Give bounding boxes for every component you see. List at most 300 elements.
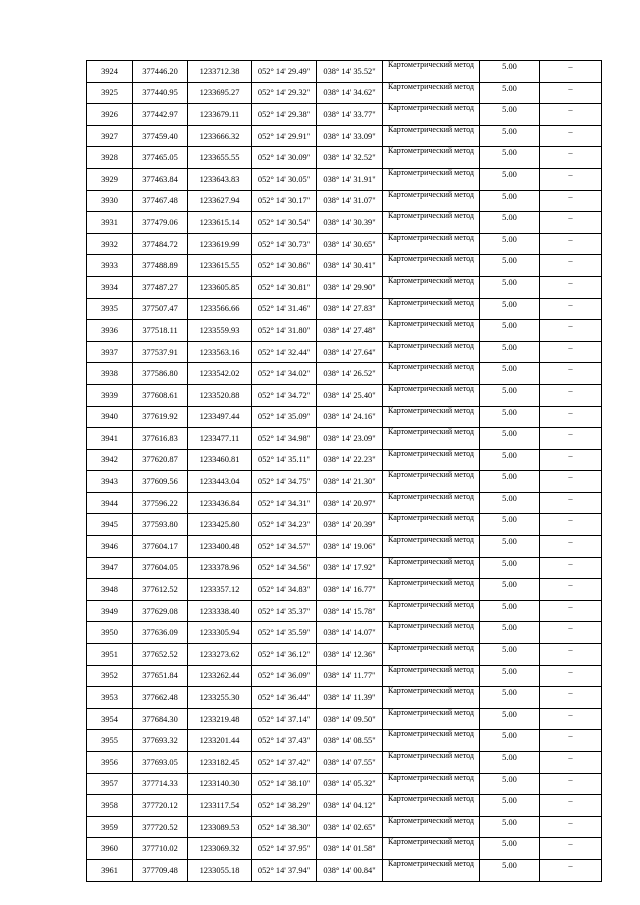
longitude-cell: 038° 14' 11.77" bbox=[317, 665, 383, 687]
x-coordinate-cell: 377442.97 bbox=[133, 104, 188, 126]
latitude-cell: 052° 14' 29.38" bbox=[252, 104, 317, 126]
longitude-cell: 038° 14' 21.30" bbox=[317, 471, 383, 493]
point-number-cell: 3925 bbox=[87, 82, 133, 104]
longitude-cell: 038° 14' 27.83" bbox=[317, 298, 383, 320]
method-cell: Картометрический метод bbox=[383, 708, 480, 730]
point-number-cell: 3924 bbox=[87, 61, 133, 83]
x-coordinate-cell: 377593.80 bbox=[133, 514, 188, 536]
point-number-cell: 3930 bbox=[87, 190, 133, 212]
y-coordinate-cell: 1233443.04 bbox=[188, 471, 252, 493]
point-number-cell: 3941 bbox=[87, 428, 133, 450]
latitude-cell: 052° 14' 34.02" bbox=[252, 363, 317, 385]
latitude-cell: 052° 14' 36.09" bbox=[252, 665, 317, 687]
note-cell: – bbox=[540, 298, 602, 320]
latitude-cell: 052° 14' 32.44" bbox=[252, 341, 317, 363]
point-number-cell: 3944 bbox=[87, 492, 133, 514]
latitude-cell: 052° 14' 37.14" bbox=[252, 708, 317, 730]
table-row bbox=[87, 514, 602, 536]
accuracy-cell: 5.00 bbox=[480, 168, 540, 190]
table-row bbox=[87, 104, 602, 126]
method-cell: Картометрический метод bbox=[383, 104, 480, 126]
method-cell: Картометрический метод bbox=[383, 147, 480, 169]
point-number-cell: 3956 bbox=[87, 752, 133, 774]
y-coordinate-cell: 1233627.94 bbox=[188, 190, 252, 212]
table-row bbox=[87, 752, 602, 774]
x-coordinate-cell: 377507.47 bbox=[133, 298, 188, 320]
note-cell: – bbox=[540, 255, 602, 277]
latitude-cell: 052° 14' 35.11" bbox=[252, 449, 317, 471]
y-coordinate-cell: 1233201.44 bbox=[188, 730, 252, 752]
x-coordinate-cell: 377710.02 bbox=[133, 838, 188, 860]
point-number-cell: 3940 bbox=[87, 406, 133, 428]
x-coordinate-cell: 377620.87 bbox=[133, 449, 188, 471]
latitude-cell: 052° 14' 36.44" bbox=[252, 687, 317, 709]
accuracy-cell: 5.00 bbox=[480, 104, 540, 126]
x-coordinate-cell: 377586.80 bbox=[133, 363, 188, 385]
method-cell: Картометрический метод bbox=[383, 233, 480, 255]
method-cell: Картометрический метод bbox=[383, 428, 480, 450]
table-row bbox=[87, 492, 602, 514]
accuracy-cell: 5.00 bbox=[480, 233, 540, 255]
latitude-cell: 052° 14' 31.80" bbox=[252, 320, 317, 342]
point-number-cell: 3936 bbox=[87, 320, 133, 342]
point-number-cell: 3948 bbox=[87, 579, 133, 601]
point-number-cell: 3933 bbox=[87, 255, 133, 277]
longitude-cell: 038° 14' 00.84" bbox=[317, 859, 383, 881]
longitude-cell: 038° 14' 17.92" bbox=[317, 557, 383, 579]
table-row bbox=[87, 665, 602, 687]
method-cell: Картометрический метод bbox=[383, 773, 480, 795]
table-row bbox=[87, 536, 602, 558]
latitude-cell: 052° 14' 34.83" bbox=[252, 579, 317, 601]
y-coordinate-cell: 1233305.94 bbox=[188, 622, 252, 644]
x-coordinate-cell: 377604.05 bbox=[133, 557, 188, 579]
x-coordinate-cell: 377467.48 bbox=[133, 190, 188, 212]
point-number-cell: 3931 bbox=[87, 212, 133, 234]
note-cell: – bbox=[540, 687, 602, 709]
point-number-cell: 3951 bbox=[87, 644, 133, 666]
method-cell: Картометрический метод bbox=[383, 536, 480, 558]
y-coordinate-cell: 1233117.54 bbox=[188, 795, 252, 817]
method-cell: Картометрический метод bbox=[383, 298, 480, 320]
method-cell: Картометрический метод bbox=[383, 168, 480, 190]
y-coordinate-cell: 1233655.55 bbox=[188, 147, 252, 169]
table-row bbox=[87, 384, 602, 406]
longitude-cell: 038° 14' 35.52" bbox=[317, 61, 383, 83]
table-row bbox=[87, 212, 602, 234]
latitude-cell: 052° 14' 35.09" bbox=[252, 406, 317, 428]
longitude-cell: 038° 14' 34.62" bbox=[317, 82, 383, 104]
accuracy-cell: 5.00 bbox=[480, 536, 540, 558]
accuracy-cell: 5.00 bbox=[480, 644, 540, 666]
y-coordinate-cell: 1233566.66 bbox=[188, 298, 252, 320]
table-row bbox=[87, 708, 602, 730]
longitude-cell: 038° 14' 09.50" bbox=[317, 708, 383, 730]
point-number-cell: 3929 bbox=[87, 168, 133, 190]
method-cell: Картометрический метод bbox=[383, 859, 480, 881]
coordinates-table bbox=[86, 60, 602, 882]
y-coordinate-cell: 1233262.44 bbox=[188, 665, 252, 687]
y-coordinate-cell: 1233055.18 bbox=[188, 859, 252, 881]
longitude-cell: 038° 14' 20.97" bbox=[317, 492, 383, 514]
note-cell: – bbox=[540, 708, 602, 730]
method-cell: Картометрический метод bbox=[383, 406, 480, 428]
point-number-cell: 3949 bbox=[87, 600, 133, 622]
y-coordinate-cell: 1233615.14 bbox=[188, 212, 252, 234]
table-row bbox=[87, 579, 602, 601]
latitude-cell: 052° 14' 38.30" bbox=[252, 816, 317, 838]
point-number-cell: 3950 bbox=[87, 622, 133, 644]
longitude-cell: 038° 14' 01.58" bbox=[317, 838, 383, 860]
accuracy-cell: 5.00 bbox=[480, 125, 540, 147]
latitude-cell: 052° 14' 34.57" bbox=[252, 536, 317, 558]
note-cell: – bbox=[540, 341, 602, 363]
accuracy-cell: 5.00 bbox=[480, 255, 540, 277]
longitude-cell: 038° 14' 11.39" bbox=[317, 687, 383, 709]
table-row bbox=[87, 687, 602, 709]
point-number-cell: 3961 bbox=[87, 859, 133, 881]
y-coordinate-cell: 1233069.32 bbox=[188, 838, 252, 860]
accuracy-cell: 5.00 bbox=[480, 859, 540, 881]
method-cell: Картометрический метод bbox=[383, 838, 480, 860]
y-coordinate-cell: 1233643.83 bbox=[188, 168, 252, 190]
x-coordinate-cell: 377709.48 bbox=[133, 859, 188, 881]
accuracy-cell: 5.00 bbox=[480, 212, 540, 234]
table-row bbox=[87, 276, 602, 298]
note-cell: – bbox=[540, 773, 602, 795]
accuracy-cell: 5.00 bbox=[480, 449, 540, 471]
y-coordinate-cell: 1233460.81 bbox=[188, 449, 252, 471]
table-row bbox=[87, 147, 602, 169]
x-coordinate-cell: 377619.92 bbox=[133, 406, 188, 428]
accuracy-cell: 5.00 bbox=[480, 557, 540, 579]
note-cell: – bbox=[540, 665, 602, 687]
note-cell: – bbox=[540, 104, 602, 126]
x-coordinate-cell: 377537.91 bbox=[133, 341, 188, 363]
x-coordinate-cell: 377484.72 bbox=[133, 233, 188, 255]
method-cell: Картометрический метод bbox=[383, 492, 480, 514]
y-coordinate-cell: 1233695.27 bbox=[188, 82, 252, 104]
longitude-cell: 038° 14' 26.52" bbox=[317, 363, 383, 385]
accuracy-cell: 5.00 bbox=[480, 406, 540, 428]
accuracy-cell: 5.00 bbox=[480, 730, 540, 752]
note-cell: – bbox=[540, 125, 602, 147]
x-coordinate-cell: 377488.89 bbox=[133, 255, 188, 277]
note-cell: – bbox=[540, 730, 602, 752]
note-cell: – bbox=[540, 536, 602, 558]
latitude-cell: 052° 14' 29.49" bbox=[252, 61, 317, 83]
point-number-cell: 3952 bbox=[87, 665, 133, 687]
longitude-cell: 038° 14' 05.32" bbox=[317, 773, 383, 795]
method-cell: Картометрический метод bbox=[383, 320, 480, 342]
longitude-cell: 038° 14' 19.06" bbox=[317, 536, 383, 558]
accuracy-cell: 5.00 bbox=[480, 752, 540, 774]
accuracy-cell: 5.00 bbox=[480, 298, 540, 320]
y-coordinate-cell: 1233436.84 bbox=[188, 492, 252, 514]
table-row bbox=[87, 838, 602, 860]
table-row bbox=[87, 773, 602, 795]
longitude-cell: 038° 14' 30.65" bbox=[317, 233, 383, 255]
note-cell: – bbox=[540, 82, 602, 104]
point-number-cell: 3934 bbox=[87, 276, 133, 298]
table-row bbox=[87, 449, 602, 471]
accuracy-cell: 5.00 bbox=[480, 773, 540, 795]
table-row bbox=[87, 795, 602, 817]
longitude-cell: 038° 14' 15.78" bbox=[317, 600, 383, 622]
point-number-cell: 3939 bbox=[87, 384, 133, 406]
note-cell: – bbox=[540, 795, 602, 817]
y-coordinate-cell: 1233619.99 bbox=[188, 233, 252, 255]
method-cell: Картометрический метод bbox=[383, 687, 480, 709]
longitude-cell: 038° 14' 16.77" bbox=[317, 579, 383, 601]
point-number-cell: 3957 bbox=[87, 773, 133, 795]
y-coordinate-cell: 1233605.85 bbox=[188, 276, 252, 298]
point-number-cell: 3927 bbox=[87, 125, 133, 147]
table-row bbox=[87, 168, 602, 190]
x-coordinate-cell: 377651.84 bbox=[133, 665, 188, 687]
latitude-cell: 052° 14' 36.12" bbox=[252, 644, 317, 666]
accuracy-cell: 5.00 bbox=[480, 492, 540, 514]
longitude-cell: 038° 14' 33.09" bbox=[317, 125, 383, 147]
y-coordinate-cell: 1233357.12 bbox=[188, 579, 252, 601]
latitude-cell: 052° 14' 30.05" bbox=[252, 168, 317, 190]
note-cell: – bbox=[540, 276, 602, 298]
note-cell: – bbox=[540, 147, 602, 169]
longitude-cell: 038° 14' 22.23" bbox=[317, 449, 383, 471]
method-cell: Картометрический метод bbox=[383, 61, 480, 83]
y-coordinate-cell: 1233679.11 bbox=[188, 104, 252, 126]
table-row bbox=[87, 255, 602, 277]
method-cell: Картометрический метод bbox=[383, 384, 480, 406]
y-coordinate-cell: 1233140.30 bbox=[188, 773, 252, 795]
point-number-cell: 3946 bbox=[87, 536, 133, 558]
note-cell: – bbox=[540, 579, 602, 601]
y-coordinate-cell: 1233338.40 bbox=[188, 600, 252, 622]
y-coordinate-cell: 1233497.44 bbox=[188, 406, 252, 428]
point-number-cell: 3945 bbox=[87, 514, 133, 536]
table-row bbox=[87, 320, 602, 342]
table-row bbox=[87, 363, 602, 385]
note-cell: – bbox=[540, 752, 602, 774]
latitude-cell: 052° 14' 34.31" bbox=[252, 492, 317, 514]
method-cell: Картометрический метод bbox=[383, 579, 480, 601]
x-coordinate-cell: 377609.56 bbox=[133, 471, 188, 493]
note-cell: – bbox=[540, 212, 602, 234]
table-row bbox=[87, 471, 602, 493]
x-coordinate-cell: 377518.11 bbox=[133, 320, 188, 342]
point-number-cell: 3943 bbox=[87, 471, 133, 493]
latitude-cell: 052° 14' 31.46" bbox=[252, 298, 317, 320]
method-cell: Картометрический метод bbox=[383, 816, 480, 838]
y-coordinate-cell: 1233615.55 bbox=[188, 255, 252, 277]
accuracy-cell: 5.00 bbox=[480, 320, 540, 342]
y-coordinate-cell: 1233273.62 bbox=[188, 644, 252, 666]
y-coordinate-cell: 1233378.96 bbox=[188, 557, 252, 579]
longitude-cell: 038° 14' 27.64" bbox=[317, 341, 383, 363]
table-row bbox=[87, 233, 602, 255]
latitude-cell: 052° 14' 30.09" bbox=[252, 147, 317, 169]
point-number-cell: 3959 bbox=[87, 816, 133, 838]
x-coordinate-cell: 377720.52 bbox=[133, 816, 188, 838]
table-row bbox=[87, 730, 602, 752]
table-row bbox=[87, 82, 602, 104]
x-coordinate-cell: 377636.09 bbox=[133, 622, 188, 644]
method-cell: Картометрический метод bbox=[383, 276, 480, 298]
y-coordinate-cell: 1233563.16 bbox=[188, 341, 252, 363]
x-coordinate-cell: 377596.22 bbox=[133, 492, 188, 514]
latitude-cell: 052° 14' 35.37" bbox=[252, 600, 317, 622]
point-number-cell: 3955 bbox=[87, 730, 133, 752]
accuracy-cell: 5.00 bbox=[480, 816, 540, 838]
method-cell: Картометрический метод bbox=[383, 190, 480, 212]
latitude-cell: 052° 14' 34.23" bbox=[252, 514, 317, 536]
x-coordinate-cell: 377693.32 bbox=[133, 730, 188, 752]
y-coordinate-cell: 1233542.02 bbox=[188, 363, 252, 385]
table-row bbox=[87, 557, 602, 579]
table-row bbox=[87, 600, 602, 622]
note-cell: – bbox=[540, 190, 602, 212]
longitude-cell: 038° 14' 29.90" bbox=[317, 276, 383, 298]
longitude-cell: 038° 14' 30.41" bbox=[317, 255, 383, 277]
method-cell: Картометрический метод bbox=[383, 255, 480, 277]
longitude-cell: 038° 14' 24.16" bbox=[317, 406, 383, 428]
latitude-cell: 052° 14' 29.32" bbox=[252, 82, 317, 104]
note-cell: – bbox=[540, 514, 602, 536]
longitude-cell: 038° 14' 08.55" bbox=[317, 730, 383, 752]
longitude-cell: 038° 14' 31.91" bbox=[317, 168, 383, 190]
y-coordinate-cell: 1233219.48 bbox=[188, 708, 252, 730]
x-coordinate-cell: 377629.08 bbox=[133, 600, 188, 622]
accuracy-cell: 5.00 bbox=[480, 471, 540, 493]
point-number-cell: 3947 bbox=[87, 557, 133, 579]
note-cell: – bbox=[540, 816, 602, 838]
x-coordinate-cell: 377714.33 bbox=[133, 773, 188, 795]
accuracy-cell: 5.00 bbox=[480, 61, 540, 83]
table-row bbox=[87, 61, 602, 83]
note-cell: – bbox=[540, 838, 602, 860]
point-number-cell: 3942 bbox=[87, 449, 133, 471]
accuracy-cell: 5.00 bbox=[480, 276, 540, 298]
method-cell: Картометрический метод bbox=[383, 644, 480, 666]
x-coordinate-cell: 377693.05 bbox=[133, 752, 188, 774]
accuracy-cell: 5.00 bbox=[480, 82, 540, 104]
latitude-cell: 052° 14' 29.91" bbox=[252, 125, 317, 147]
note-cell: – bbox=[540, 384, 602, 406]
longitude-cell: 038° 14' 30.39" bbox=[317, 212, 383, 234]
y-coordinate-cell: 1233666.32 bbox=[188, 125, 252, 147]
method-cell: Картометрический метод bbox=[383, 363, 480, 385]
method-cell: Картометрический метод bbox=[383, 665, 480, 687]
y-coordinate-cell: 1233477.11 bbox=[188, 428, 252, 450]
point-number-cell: 3926 bbox=[87, 104, 133, 126]
method-cell: Картометрический метод bbox=[383, 212, 480, 234]
accuracy-cell: 5.00 bbox=[480, 708, 540, 730]
note-cell: – bbox=[540, 492, 602, 514]
note-cell: – bbox=[540, 168, 602, 190]
latitude-cell: 052° 14' 37.95" bbox=[252, 838, 317, 860]
latitude-cell: 052° 14' 30.86" bbox=[252, 255, 317, 277]
method-cell: Картометрический метод bbox=[383, 752, 480, 774]
longitude-cell: 038° 14' 25.40" bbox=[317, 384, 383, 406]
longitude-cell: 038° 14' 02.65" bbox=[317, 816, 383, 838]
note-cell: – bbox=[540, 320, 602, 342]
latitude-cell: 052° 14' 38.29" bbox=[252, 795, 317, 817]
y-coordinate-cell: 1233255.30 bbox=[188, 687, 252, 709]
x-coordinate-cell: 377720.12 bbox=[133, 795, 188, 817]
method-cell: Картометрический метод bbox=[383, 471, 480, 493]
x-coordinate-cell: 377463.84 bbox=[133, 168, 188, 190]
method-cell: Картометрический метод bbox=[383, 125, 480, 147]
accuracy-cell: 5.00 bbox=[480, 190, 540, 212]
method-cell: Картометрический метод bbox=[383, 600, 480, 622]
longitude-cell: 038° 14' 07.55" bbox=[317, 752, 383, 774]
longitude-cell: 038° 14' 20.39" bbox=[317, 514, 383, 536]
latitude-cell: 052° 14' 34.72" bbox=[252, 384, 317, 406]
method-cell: Картометрический метод bbox=[383, 341, 480, 363]
point-number-cell: 3954 bbox=[87, 708, 133, 730]
longitude-cell: 038° 14' 12.36" bbox=[317, 644, 383, 666]
accuracy-cell: 5.00 bbox=[480, 428, 540, 450]
y-coordinate-cell: 1233425.80 bbox=[188, 514, 252, 536]
longitude-cell: 038° 14' 32.52" bbox=[317, 147, 383, 169]
point-number-cell: 3932 bbox=[87, 233, 133, 255]
x-coordinate-cell: 377446.20 bbox=[133, 61, 188, 83]
point-number-cell: 3935 bbox=[87, 298, 133, 320]
note-cell: – bbox=[540, 644, 602, 666]
coordinates-table-body bbox=[87, 61, 602, 882]
x-coordinate-cell: 377479.06 bbox=[133, 212, 188, 234]
note-cell: – bbox=[540, 557, 602, 579]
point-number-cell: 3958 bbox=[87, 795, 133, 817]
longitude-cell: 038° 14' 27.48" bbox=[317, 320, 383, 342]
table-row bbox=[87, 298, 602, 320]
table-row bbox=[87, 859, 602, 881]
latitude-cell: 052° 14' 30.73" bbox=[252, 233, 317, 255]
table-row bbox=[87, 190, 602, 212]
point-number-cell: 3928 bbox=[87, 147, 133, 169]
latitude-cell: 052° 14' 37.42" bbox=[252, 752, 317, 774]
x-coordinate-cell: 377612.52 bbox=[133, 579, 188, 601]
latitude-cell: 052° 14' 34.56" bbox=[252, 557, 317, 579]
method-cell: Картометрический метод bbox=[383, 82, 480, 104]
point-number-cell: 3960 bbox=[87, 838, 133, 860]
method-cell: Картометрический метод bbox=[383, 622, 480, 644]
method-cell: Картометрический метод bbox=[383, 557, 480, 579]
y-coordinate-cell: 1233182.45 bbox=[188, 752, 252, 774]
longitude-cell: 038° 14' 04.12" bbox=[317, 795, 383, 817]
x-coordinate-cell: 377459.40 bbox=[133, 125, 188, 147]
note-cell: – bbox=[540, 600, 602, 622]
y-coordinate-cell: 1233520.88 bbox=[188, 384, 252, 406]
y-coordinate-cell: 1233089.53 bbox=[188, 816, 252, 838]
table-row bbox=[87, 406, 602, 428]
latitude-cell: 052° 14' 38.10" bbox=[252, 773, 317, 795]
accuracy-cell: 5.00 bbox=[480, 795, 540, 817]
table-row bbox=[87, 644, 602, 666]
table-row bbox=[87, 428, 602, 450]
accuracy-cell: 5.00 bbox=[480, 341, 540, 363]
note-cell: – bbox=[540, 471, 602, 493]
x-coordinate-cell: 377604.17 bbox=[133, 536, 188, 558]
x-coordinate-cell: 377465.05 bbox=[133, 147, 188, 169]
y-coordinate-cell: 1233400.48 bbox=[188, 536, 252, 558]
x-coordinate-cell: 377608.61 bbox=[133, 384, 188, 406]
x-coordinate-cell: 377616.83 bbox=[133, 428, 188, 450]
table-row bbox=[87, 816, 602, 838]
note-cell: – bbox=[540, 61, 602, 83]
accuracy-cell: 5.00 bbox=[480, 384, 540, 406]
note-cell: – bbox=[540, 859, 602, 881]
